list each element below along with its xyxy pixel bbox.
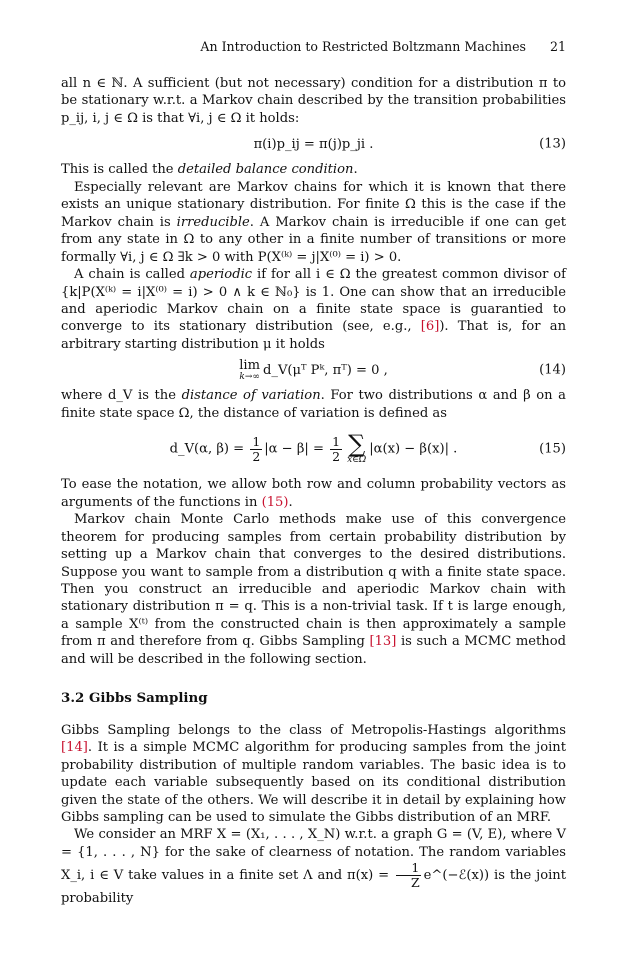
running-title: An Introduction to Restricted Boltzmann Machines — [200, 39, 526, 54]
fraction-denominator: Z — [410, 875, 420, 891]
summation-operator — [347, 430, 367, 466]
equation-13-math: π(i)p_ij = π(j)p_ji . — [253, 136, 374, 152]
equation-reference-link[interactable]: (15) — [261, 494, 289, 510]
emphasis-irreducible: irreducible — [176, 214, 250, 230]
fraction-one-half — [250, 435, 262, 464]
paragraph-aperiodic — [61, 266, 566, 353]
text-span: . It is a simple MCMC algorithm for producing samples from the joint probability distribution of multiple random variables. The basic idea is to update each variable subsequently based on its conditional distribution given the state of the others. We will describe it in detail by explaining how Gibbs sampling can be used to simulate the Gibbs distribution of an MRF. — [61, 740, 566, 825]
fraction-denominator: 2 — [332, 448, 341, 464]
limit-subscript: k→∞ — [239, 371, 260, 382]
equation-15-mid: |α − β| = — [264, 441, 324, 457]
equation-15-number: (15) — [539, 441, 566, 457]
paragraph-stationary-condition: all n ∈ ℕ. A sufficient (but not necessary) condition for a distribution π to be stationary w.r.t. a Markov chain described by the transition probabilities p_ij, i, j ∈ Ω is that ∀i, j ∈ Ω it holds: — [61, 76, 566, 126]
equation-14-number: (14) — [539, 362, 566, 378]
equation-14 — [61, 353, 566, 387]
text-span: is such a MCMC method and will be described in the following section. — [61, 634, 566, 667]
equation-13 — [61, 127, 566, 161]
page-number: 21 — [549, 39, 566, 54]
equation-13-number: (13) — [539, 136, 566, 152]
paragraph-notation — [61, 476, 566, 511]
text-span: where d_V is the — [61, 388, 182, 404]
section-heading — [61, 690, 566, 707]
equation-15-rhs: |α(x) − β(x)| . — [369, 441, 458, 457]
emphasis-aperiodic: aperiodic — [189, 267, 253, 283]
fraction-one-half — [330, 435, 342, 464]
running-header — [61, 38, 566, 56]
paragraph-distance-of-variation — [61, 387, 566, 422]
paragraph-mcmc — [61, 511, 566, 668]
fraction-numerator: 1 — [252, 433, 261, 449]
section-title: Gibbs Sampling — [89, 690, 208, 707]
summation-symbol: ∑ — [348, 430, 366, 459]
citation-link[interactable]: [6] — [420, 319, 440, 335]
fraction-denominator: 2 — [252, 448, 261, 464]
equation-15-lhs: d_V(α, β) = — [169, 441, 245, 457]
paragraph-mrf — [61, 826, 566, 907]
equation-15 — [61, 422, 566, 476]
text-span: . — [353, 162, 358, 178]
summation-subscript: x∈Ω — [347, 455, 367, 466]
equation-14-body: d_V(μᵀ Pᵏ, πᵀ) = 0 , — [263, 362, 388, 378]
citation-link[interactable]: [14] — [61, 740, 88, 756]
text-span: We consider an MRF X = (X₁, . . . , X_N) w.r.t. a graph G = (V, E), where V = {1, . . . , N} for the sake of clearness of notation. The random variables X_i, i ∈ V take values in a finite set Λ and π(x) = — [61, 827, 566, 884]
text-span: . A Markov chain is irreducible if one can get from any state in Ω to any other in a finite number of transitions or more formally ∀i, j ∈ Ω ∃k > 0 with P(X⁽ᵏ⁾ = j|X⁽⁰⁾ = i) > 0. — [61, 214, 566, 265]
fraction-one-over-z — [396, 861, 422, 890]
text-span: To ease the notation, we allow both row and column probability vectors as arguments of the functions in — [61, 477, 566, 510]
text-span: . — [288, 494, 293, 510]
paragraph-gibbs-intro — [61, 722, 566, 827]
text-span: Especially relevant are Markov chains for which it is known that there exists an unique stationary distribution. For finite Ω this is the case if the Markov chain is — [61, 179, 566, 230]
limit-operator — [239, 359, 260, 382]
citation-link[interactable]: [13] — [369, 634, 397, 650]
main-text — [61, 75, 566, 908]
text-span: Gibbs Sampling belongs to the class of Metropolis-Hastings algorithms — [61, 722, 566, 738]
emphasis-detailed-balance: detailed balance condition — [177, 162, 354, 178]
section-number: 3.2 — [61, 690, 85, 707]
text-span: Markov chain Monte Carlo methods make use of this convergence theorem for producing samples from certain probability distribution by setting up a Markov chain that converges to the desired distributions. Suppose you want to sample from a distribution q with a finite state space. Then you construct an irreducible and aperiodic Markov chain with stationary distribution π = q. This is a non-trivial task. If t is large enough, a sample X⁽ᵗ⁾ from the constructed chain is then approximately a sample from π and therefore from q. Gibbs Sampling — [61, 512, 566, 650]
fraction-numerator: 1 — [332, 433, 341, 449]
text-span: if for all i ∈ Ω the greatest common divisor of {k|P(X⁽ᵏ⁾ = i|X⁽⁰⁾ = i) > 0 ∧ k ∈ ℕ₀} is 1. One can show that an irreducible and aperiodic Markov chain on a finite state space is guarantied to converge to its stationary distribution (see, e.g., — [61, 267, 566, 335]
text-span: e^(−ℰ(x)) is the joint probability — [61, 868, 566, 907]
text-span: A chain is called — [74, 267, 190, 283]
text-span: . For two distributions α and β on a finite state space Ω, the distance of variation is defined as — [61, 388, 566, 421]
emphasis-distance-of-variation: distance of variation — [181, 388, 321, 404]
paragraph-irreducible — [61, 179, 566, 266]
equation-14-math — [239, 359, 388, 382]
limit-label: lim — [239, 357, 261, 373]
text-span: ). That is, for an arbitrary starting distribution μ it holds — [61, 319, 566, 352]
paragraph-detailed-balance — [61, 161, 566, 178]
equation-15-math — [169, 430, 458, 466]
fraction-numerator: 1 — [396, 861, 421, 876]
text-span: This is called the — [61, 162, 178, 178]
